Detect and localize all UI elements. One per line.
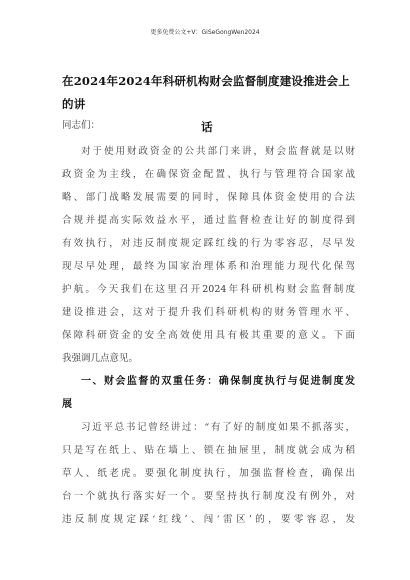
paragraph-line: 现尽早处理，最终为国家治理体系和治理能力现代化保驾	[62, 261, 355, 272]
paragraph-line: 台一个就执行落实好一个。要坚持执行制度没有例外，对	[62, 491, 355, 502]
section-heading-1	[62, 370, 355, 416]
paragraph-line: 习近平总书记曾经讲过：“有了好的制度如果不抓落实，	[81, 422, 355, 433]
greeting: 同志们：	[62, 120, 101, 131]
paragraph-line: 护航。今天我们在这里召开2024年科研机构财会监督制度	[62, 284, 355, 295]
page-header: 更多免费公文+V：GiSeGongWen2024	[150, 29, 260, 36]
paragraph-line: 我强调几点意见。	[62, 353, 139, 364]
heading-line: 展	[62, 399, 72, 410]
paragraph-2	[62, 416, 355, 531]
paragraph-line: 草人、纸老虎。要强化制度执行，加强监督检查，确保出	[62, 468, 355, 479]
title-line-1: 在2024年2024年科研机构财会监督制度建设推进会上的讲	[62, 74, 350, 111]
heading-line: 一、财会监督的双重任务：确保制度执行与促进制度发	[81, 376, 355, 387]
paragraph-line: 政资金为主线，在确保资金配置、执行与管理符合国家战	[62, 169, 355, 180]
paragraph-line: 建设推进会，这对于提升我们科研机构的财务管理水平、	[62, 307, 355, 318]
paragraph-line: 略、部门战略发展需要的同时，保障具体资金使用的合法	[62, 192, 355, 203]
paragraph-line: 保障科研资金的安全高效使用具有极其重要的意义。下面	[62, 330, 355, 341]
paragraph-line: 违反制度规定踩‘红线’、闯‘雷区’的，要零容忍，发	[62, 514, 355, 525]
paragraph-line: 对于使用财政资金的公共部门来讲，财会监督就是以财	[81, 146, 355, 157]
paragraph-line: 有效执行，对违反制度规定踩红线的行为零容忍，尽早发	[62, 238, 355, 249]
title-line-2: 话	[201, 120, 213, 134]
paragraph-line: 合规并提高实际效益水平，通过监督检查让好的制度得到	[62, 215, 355, 226]
paragraph-1	[62, 140, 355, 370]
paragraph-line: 只是写在纸上、贴在墙上、锁在抽屉里，制度就会成为稻	[62, 445, 355, 456]
document-title	[62, 70, 352, 139]
